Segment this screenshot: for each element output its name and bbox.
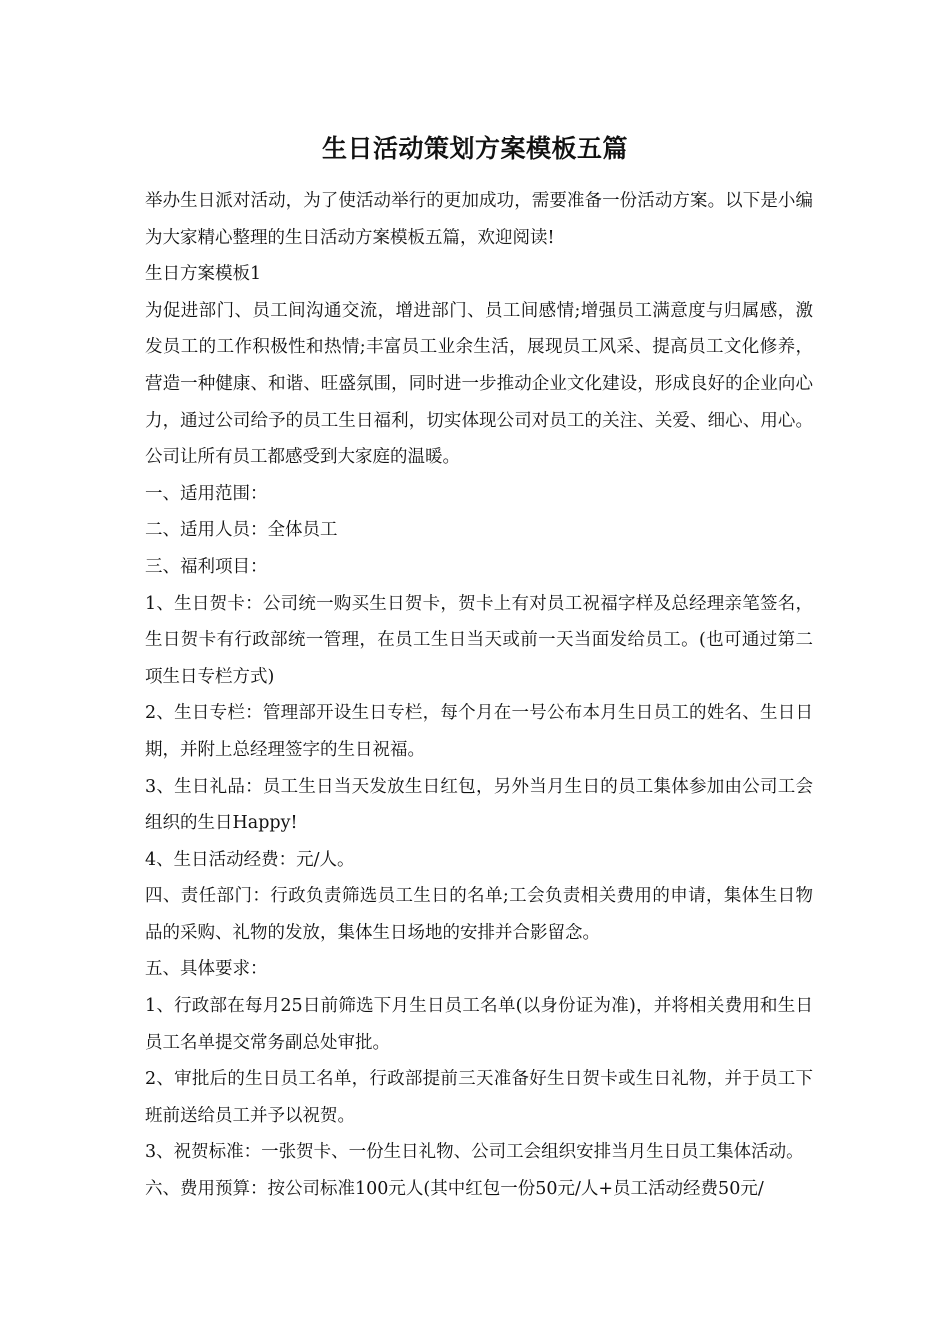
document-body: [145, 183, 813, 1208]
requirements-heading: 五、具体要求：: [145, 959, 268, 980]
scope-heading: 一、适用范围：: [145, 483, 268, 504]
purpose-paragraph: 为促进部门、员工间沟通交流，增进部门、员工间感情;增强员工满意度与归属感，激发员工的工作积极性和热情;丰富员工业余生活，展现员工风采、提高员工文化修养，营造一种健康、和谐、旺盛氛围，同时进一步推动企业文化建设，形成良好的企业向心力，通过公司给予的员工生日福利，切实体现公司对员工的关注、关爱、细心、用心。公司让所有员工都感受到大家庭的温暖。: [145, 300, 813, 468]
budget-paragraph: 六、费用预算：按公司标准100元人(其中红包一份50元/人+员工活动经费50元/: [145, 1179, 764, 1200]
benefit-item-4: 4、生日活动经费：元/人。: [145, 849, 355, 870]
requirement-item-1: 1、行政部在每月25日前筛选下月生日员工名单(以身份证为准)，并将相关费用和生日员工名单提交常务副总处审批。: [145, 996, 813, 1053]
benefit-item-3: 3、生日礼品：员工生日当天发放生日红包，另外当月生日的员工集体参加由公司工会组织的生日Happy!: [145, 776, 813, 834]
section-heading-template-1: 生日方案模板1: [145, 264, 262, 285]
benefit-item-2: 2、生日专栏：管理部开设生日专栏，每个月在一号公布本月生日员工的姓名、生日日期，并附上总经理签字的生日祝福。: [145, 703, 813, 760]
document-title: 生日活动策划方案模板五篇: [321, 134, 628, 163]
requirement-item-2: 2、审批后的生日员工名单，行政部提前三天准备好生日贺卡或生日礼物，并于员工下班前送给员工并予以祝贺。: [145, 1069, 813, 1126]
responsible-department-paragraph: 四、责任部门：行政负责筛选员工生日的名单;工会负责相关费用的申请，集体生日物品的采购、礼物的发放，集体生日场地的安排并合影留念。: [145, 886, 813, 943]
applicable-staff-line: 二、适用人员：全体员工: [145, 520, 338, 541]
benefit-item-1: 1、生日贺卡：公司统一购买生日贺卡，贺卡上有对员工祝福字样及总经理亲笔签名，生日贺卡有行政部统一管理，在员工生日当天或前一天当面发给员工。(也可通过第二项生日专栏方式): [145, 593, 813, 687]
benefits-heading: 三、福利项目：: [145, 556, 268, 577]
intro-paragraph: 举办生日派对活动，为了使活动举行的更加成功，需要准备一份活动方案。以下是小编为大家精心整理的生日活动方案模板五篇，欢迎阅读!: [145, 191, 813, 248]
requirement-item-3: 3、祝贺标准：一张贺卡、一份生日礼物、公司工会组织安排当月生日员工集体活动。: [145, 1142, 804, 1163]
